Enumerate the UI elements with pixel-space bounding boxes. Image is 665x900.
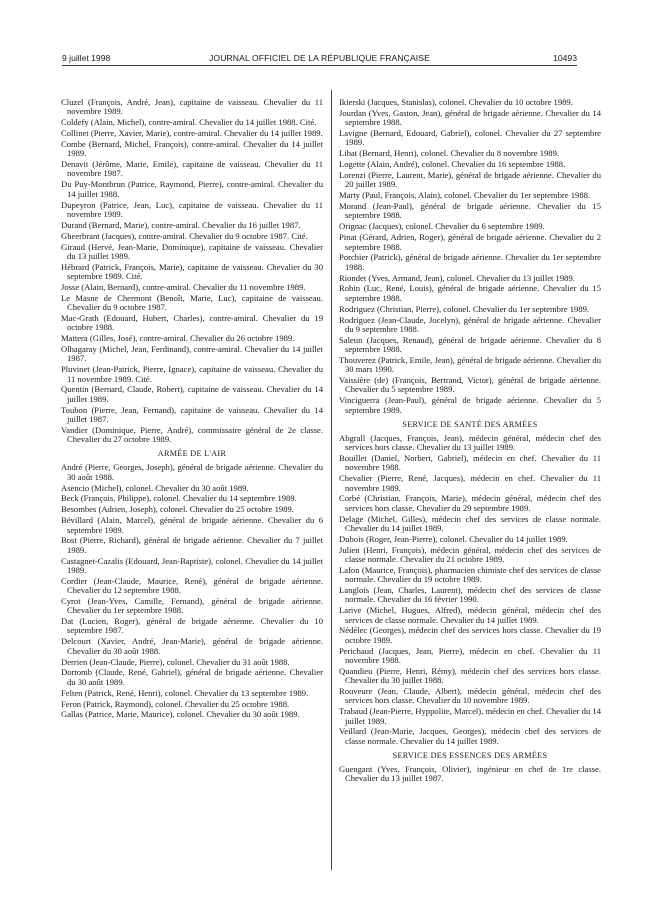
list-entry: André (Pierre, Georges, Joseph), général de brigade aérienne. Chevalier du 30 août 1988. [61,462,323,482]
list-entry: Derrien (Jean-Claude, Pierre), colonel. Chevalier du 31 août 1988. [61,656,290,667]
list-entry: Morand (Jean-Paul), général de brigade aérienne. Chevalier du 15 septembre 1988. [339,201,601,221]
list-entry: Feron (Patrick, Raymond), colonel. Chevalier du 25 octobre 1988. [61,698,290,709]
list-entry: Vaissière (de) (François, Bertrand, Victor), général de brigade aérienne. Chevalier du 5 septembre 1989. [339,375,601,395]
list-entry: Langlois (Jean, Charles, Laurent), médecin chef des services de classe normale. Chevalier du 16 février 1990. [339,585,601,605]
list-entry: Vinciguerra (Jean-Paul), général de brigade aérienne. Chevalier du 5 septembre 1989. [339,395,601,415]
section-heading: SERVICE DE SANTÉ DES ARMÉES [402,419,538,429]
list-entry: Bévillard (Alain, Marcel), général de brigade aérienne. Chevalier du 6 septembre 1989. [61,515,323,535]
section-heading: ARMÉE DE L'AIR [157,449,227,459]
list-entry: Gallas (Patrice, Marie, Maurice), colonel. Chevalier du 30 août 1989. [61,709,300,720]
list-entry: Jourdan (Yves, Gaston, Jean), général de brigade aérienne. Chevalier du 14 septembre 1988. [339,107,601,128]
list-entry: Thouverez (Patrick, Emile, Jean), général de brigade aérienne. Chevalier du 30 mars 1990. [339,354,601,375]
list-entry: Pluvinet (Jean-Patrick, Pierre, Ignace), capitaine de vaisseau. Chevalier du 11 novembre 1989. Cité. [61,364,323,384]
list-entry: Coldefy (Alain, Michel), contre-amiral. Chevalier du 14 juillet 1988. Cité. [61,117,317,128]
list-entry: Marty (Paul, François, Alain), colonel. Chevalier du 1er septembre 1988. [339,190,591,201]
journal-title: JOURNAL OFFICIEL DE LA RÉPUBLIQUE FRANÇAISE [209,53,430,63]
list-entry: Delage (Michel, Gilles), médecin chef des services de classe normale. Chevalier du 14 juillet 1989. [339,513,601,533]
list-entry: Perichaud (Jacques, Jean, Pierre), médecin en chef. Chevalier du 11 novembre 1988. [339,645,601,665]
list-entry: Bost (Pierre, Richard), général de brigade aérienne. Chevalier du 7 juillet 1989. [61,535,323,555]
left-column [61,98,323,721]
list-entry: Rodriguez (Jean-Claude, Jocelyn), général de brigade aérienne. Chevalier du 9 septembre 1988. [339,314,601,334]
list-entry: Trabaud (Jean-Pierre, Hyppolite, Marcel), médecin en chef. Chevalier du 14 juillet 1989. [339,706,601,726]
list-entry: Corbé (Christian, François, Marie), médecin général, médecin chef des services hors classe. Chevalier du 29 septembre 1989. [339,493,601,513]
list-entry: Mattera (Gilles, José), contre-amiral. Chevalier du 26 octobre 1989. [61,333,295,344]
list-entry: Bouillet (Daniel, Norbert, Gabriel), médecin en chef. Chevalier du 11 novembre 1988. [339,453,601,473]
list-entry: Veillard (Jean-Marie, Jacques, Georges), médecin chef des services de classe normale. Chevalier du 14 juillet 1989. [339,726,601,746]
column-divider [331,90,332,870]
list-entry: Quentin (Bernard, Claude, Robert), capitaine de vaisseau. Chevalier du 14 juillet 1989. [61,384,323,404]
list-entry: Saleun (Jacques, Renaud), général de brigade aérienne. Chevalier du 8 septembre 1988. [339,334,601,355]
list-entry: Olhagaray (Michel, Jean, Ferdinand), contre-amiral. Chevalier du 14 juillet 1987. [61,344,323,364]
list-entry: Le Masne de Chermont (Benoît, Marie, Luc), capitaine de vaisseau. Chevalier du 9 octobre 1987. [61,292,323,313]
list-entry: Dubois (Roger, Jean-Pierre), colonel. Chevalier du 14 juillet 1989. [339,533,568,544]
page-number: 10493 [553,53,577,63]
section-heading: SERVICE DES ESSENCES DES ARMÉES [392,751,548,760]
list-entry: Riondet (Yves, Armand, Jean), colonel. Chevalier du 13 juillet 1989. [339,272,575,283]
list-entry: Chevalier (Pierre, René, Jacques), médecin en chef. Chevalier du 11 novembre 1989. [339,473,601,493]
list-entry: Julien (Henri, François), médecin général, médecin chef des services de classe normale. Chevalier du 21 octobre 1989. [339,544,601,565]
list-entry: Libat (Bernard, Henri), colonel. Chevalier du 8 novembre 1989. [339,148,560,159]
list-entry: Hébrard (Patrick, François, Marie), capitaine de vaisseau. Chevalier du 30 septembre 1989. Cité. [61,261,323,281]
list-entry: Du Puy-Montbrun (Patrice, Raymond, Pierre), contre-amiral. Chevalier du 14 juillet 1988. [61,179,323,199]
list-entry: Mac-Grath (Edouard, Hubert, Charles), contre-amiral. Chevalier du 19 octobre 1988. [61,312,323,333]
list-entry: Denavit (Jérôme, Marie, Emile), capitaine de vaisseau. Chevalier du 11 novembre 1987. [61,159,323,179]
list-entry: Cluzel (François, André, Jean), capitaine de vaisseau. Chevalier du 11 novembre 1989. [61,97,323,117]
running-head [62,53,577,66]
list-entry: Beck (François, Philippe), colonel. Chevalier du 14 septembre 1989. [61,493,297,504]
list-entry: Abgrall (Jacques, François, Jean), médecin général, médecin chef des services hors classe. Chevalier du 13 juillet 1989. [339,432,601,453]
list-entry: Dortomb (Claude, René, Gabriel), général de brigade aérienne. Chevalier du 30 août 1989. [61,667,323,687]
list-entry: Durand (Bernard, Marie), contre-amiral. Chevalier du 16 juillet 1987. [61,219,301,230]
right-column [339,98,601,785]
list-entry: Gheerbrant (Jacques), contre-amiral. Chevalier du 9 octobre 1987. Cité. [61,230,308,241]
list-entry: Collinet (Pierre, Xavier, Marie), contre-amiral. Chevalier du 14 juillet 1989. [61,128,323,139]
list-entry: Orignac (Jacques), colonel. Chevalier du 6 septembre 1989. [339,221,545,232]
list-entry: Lafon (Maurice, François), pharmacien chimiste chef des services de classe normale. Chevalier du 19 octobre 1989. [339,564,601,585]
list-entry: Dupeyron (Patrice, Jean, Luc), capitaine de vaisseau. Chevalier du 11 novembre 1989. [61,199,323,219]
list-entry: Asencio (Michel), colonel. Chevalier du 30 août 1989. [61,482,249,493]
list-entry: Pinat (Gérard, Adrien, Roger), général de brigade aérienne. Chevalier du 2 septembre 1988. [339,232,601,252]
list-entry: Toubon (Pierre, Jean, Fernand), capitaine de vaisseau. Chevalier du 14 juillet 1987. [61,404,323,424]
list-entry: Ikierski (Jacques, Stanislas), colonel. Chevalier du 10 octobre 1989. [339,97,573,107]
list-entry: Porchier (Patrick), général de brigade aérienne. Chevalier du 1er septembre 1988. [339,252,601,272]
list-entry: Lavigne (Bernard, Edouard, Gabriel), colonel. Chevalier du 27 septembre 1989. [339,128,601,148]
list-entry: Logette (Alain, André), colonel. Chevalier du 16 septembre 1988. [339,159,566,170]
list-entry: Cyrot (Jean-Yves, Camille, Fernand), général de brigade aérienne. Chevalier du 1er septembre 1988. [61,595,323,616]
list-entry: Combe (Bernard, Michel, François), contre-amiral. Chevalier du 14 juillet 1989. [61,138,323,159]
list-entry: Dat (Lucien, Roger), général de brigade aérienne. Chevalier du 10 septembre 1987. [61,616,323,636]
list-entry: Josse (Alain, Bernard), contre-amiral. Chevalier du 11 novembre 1989. [61,281,306,292]
list-entry: Vandier (Dominique, Pierre, André), commissaire général de 2e classe. Chevalier du 27 octobre 1989. [61,424,323,445]
list-entry: Rouveure (Jean, Claude, Albert), médecin général, médecin chef des services hors classe. Chevalier du 10 novembre 1989. [339,686,601,706]
list-entry: Cordier (Jean-Claude, Maurice, René), général de brigade aérienne. Chevalier du 12 septembre 1988. [61,575,323,596]
list-entry: Guengant (Yves, François, Olivier), ingénieur en chef de 1re classe. Chevalier du 13 juillet 1987. [339,764,601,784]
list-entry: Castagnet-Cazalis (Edouard, Jean-Baptiste), colonel. Chevalier du 14 juillet 1989. [61,555,323,575]
list-entry: Giraud (Hervé, Jean-Marie, Dominique), capitaine de vaisseau. Chevalier du 13 juillet 1989. [61,241,323,261]
list-entry: Lorenzi (Pierre, Laurent, Marie), général de brigade aérienne. Chevalier du 20 juillet 1989. [339,170,601,190]
list-entry: Larive (Michel, Hugues, Alfred), médecin général, médecin chef des services de classe normale. Chevalier du 14 juillet 1989. [339,605,601,625]
list-entry: Felten (Patrick, René, Henri), colonel. Chevalier du 13 septembre 1989. [61,687,309,698]
list-entry: Rodriguez (Christian, Pierre), colonel. Chevalier du 1er septembre 1989. [339,303,590,314]
list-entry: Delcourt (Xavier, André, Jean-Marie), général de brigade aérienne. Chevalier du 30 août 1988. [61,636,323,656]
list-entry: Robin (Luc, René, Louis), général de brigade aérienne. Chevalier du 15 septembre 1988. [339,283,601,303]
list-entry: Besombes (Adrien, Joseph), colonel. Chevalier du 25 octobre 1989. [61,504,294,515]
list-entry: Nédélec (Georges), médecin chef des services hors classe. Chevalier du 19 octobre 1989. [339,625,601,645]
list-entry: Quandieu (Pierre, Henri, Rémy), médecin chef des services hors classe. Chevalier du 30 juillet 1988. [339,665,601,686]
issue-date: 9 juillet 1998 [62,53,111,63]
